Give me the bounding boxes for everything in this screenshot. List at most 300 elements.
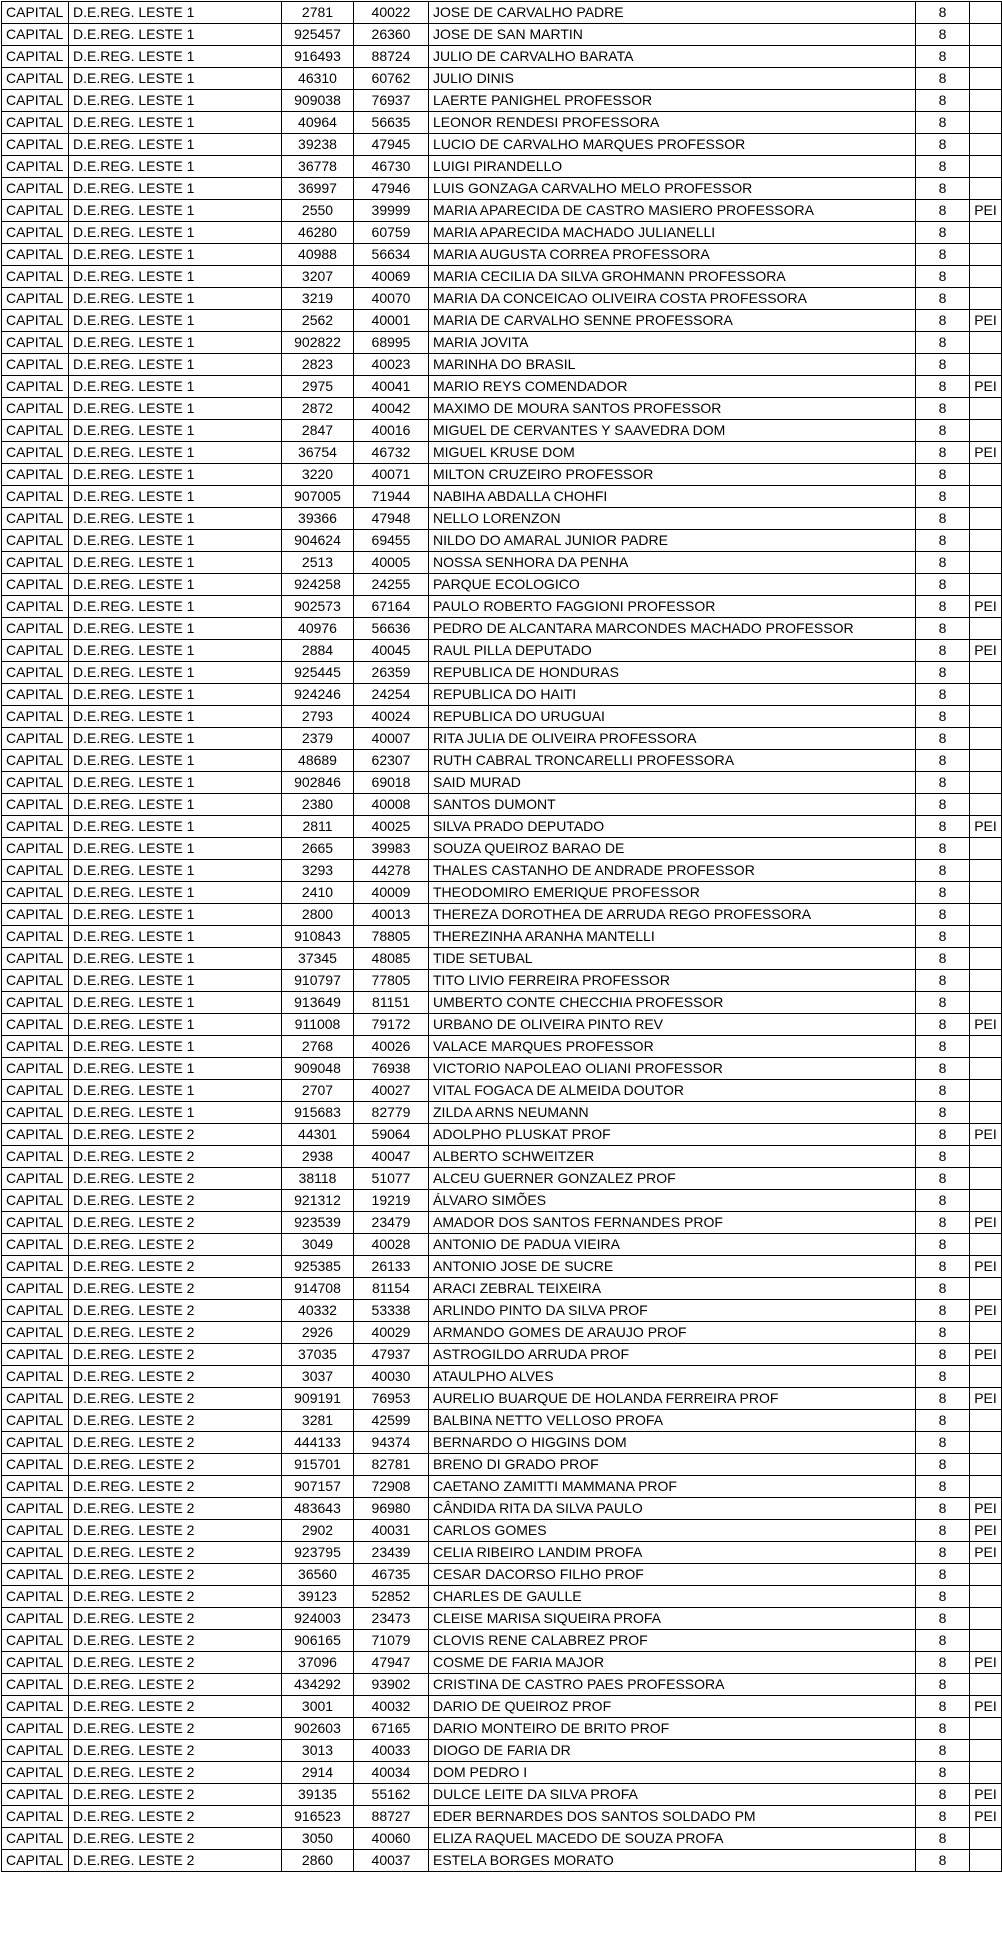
program-cell (970, 1828, 1002, 1850)
grade-cell: 8 (916, 596, 970, 618)
school-name-cell: DIOGO DE FARIA DR (429, 1740, 916, 1762)
school-name-cell: ÁLVARO SIMÕES (429, 1190, 916, 1212)
grade-cell: 8 (916, 1806, 970, 1828)
table-row (2, 1586, 1002, 1608)
grade-cell: 8 (916, 530, 970, 552)
cie-cell: 40071 (354, 464, 429, 486)
cie-cell: 40029 (354, 1322, 429, 1344)
directorate-cell: D.E.REG. LESTE 1 (69, 420, 282, 442)
code-cell: 2562 (282, 310, 354, 332)
cie-cell: 48085 (354, 948, 429, 970)
code-cell: 3013 (282, 1740, 354, 1762)
program-cell (970, 1674, 1002, 1696)
program-cell: PEI (970, 442, 1002, 464)
code-cell: 2781 (282, 2, 354, 24)
table-row (2, 332, 1002, 354)
directorate-cell: D.E.REG. LESTE 2 (69, 1212, 282, 1234)
directorate-cell: D.E.REG. LESTE 2 (69, 1674, 282, 1696)
cie-cell: 40047 (354, 1146, 429, 1168)
school-name-cell: ANTONIO DE PADUA VIEIRA (429, 1234, 916, 1256)
cie-cell: 81154 (354, 1278, 429, 1300)
table-row (2, 1564, 1002, 1586)
code-cell: 3281 (282, 1410, 354, 1432)
code-cell: 2823 (282, 354, 354, 376)
code-cell: 40976 (282, 618, 354, 640)
code-cell: 40332 (282, 1300, 354, 1322)
program-cell (970, 574, 1002, 596)
directorate-cell: D.E.REG. LESTE 1 (69, 904, 282, 926)
directorate-cell: D.E.REG. LESTE 1 (69, 398, 282, 420)
grade-cell: 8 (916, 1696, 970, 1718)
city-cell: CAPITAL (2, 838, 69, 860)
cie-cell: 40042 (354, 398, 429, 420)
directorate-cell: D.E.REG. LESTE 1 (69, 156, 282, 178)
city-cell: CAPITAL (2, 310, 69, 332)
table-row (2, 662, 1002, 684)
city-cell: CAPITAL (2, 420, 69, 442)
table-row (2, 860, 1002, 882)
table-row (2, 354, 1002, 376)
table-row (2, 156, 1002, 178)
cie-cell: 40022 (354, 2, 429, 24)
school-name-cell: MARIA JOVITA (429, 332, 916, 354)
code-cell: 2410 (282, 882, 354, 904)
school-name-cell: SOUZA QUEIROZ BARAO DE (429, 838, 916, 860)
grade-cell: 8 (916, 178, 970, 200)
cie-cell: 40024 (354, 706, 429, 728)
program-cell: PEI (970, 640, 1002, 662)
code-cell: 2847 (282, 420, 354, 442)
school-name-cell: THALES CASTANHO DE ANDRADE PROFESSOR (429, 860, 916, 882)
program-cell (970, 882, 1002, 904)
code-cell: 2860 (282, 1850, 354, 1872)
program-cell (970, 112, 1002, 134)
code-cell: 38118 (282, 1168, 354, 1190)
school-name-cell: REPUBLICA DO HAITI (429, 684, 916, 706)
table-row (2, 1498, 1002, 1520)
directorate-cell: D.E.REG. LESTE 1 (69, 1036, 282, 1058)
city-cell: CAPITAL (2, 684, 69, 706)
grade-cell: 8 (916, 1278, 970, 1300)
table-row (2, 24, 1002, 46)
school-name-cell: PAULO ROBERTO FAGGIONI PROFESSOR (429, 596, 916, 618)
directorate-cell: D.E.REG. LESTE 1 (69, 882, 282, 904)
grade-cell: 8 (916, 1542, 970, 1564)
school-name-cell: MARIA APARECIDA MACHADO JULIANELLI (429, 222, 916, 244)
grade-cell: 8 (916, 222, 970, 244)
directorate-cell: D.E.REG. LESTE 2 (69, 1366, 282, 1388)
code-cell: 444133 (282, 1432, 354, 1454)
program-cell: PEI (970, 1806, 1002, 1828)
program-cell (970, 1454, 1002, 1476)
program-cell (970, 266, 1002, 288)
school-name-cell: ARMANDO GOMES DE ARAUJO PROF (429, 1322, 916, 1344)
grade-cell: 8 (916, 772, 970, 794)
cie-cell: 56634 (354, 244, 429, 266)
directorate-cell: D.E.REG. LESTE 2 (69, 1564, 282, 1586)
code-cell: 434292 (282, 1674, 354, 1696)
school-name-cell: NOSSA SENHORA DA PENHA (429, 552, 916, 574)
grade-cell: 8 (916, 112, 970, 134)
table-row (2, 882, 1002, 904)
city-cell: CAPITAL (2, 662, 69, 684)
directorate-cell: D.E.REG. LESTE 1 (69, 24, 282, 46)
grade-cell: 8 (916, 926, 970, 948)
city-cell: CAPITAL (2, 1850, 69, 1872)
code-cell: 2800 (282, 904, 354, 926)
directorate-cell: D.E.REG. LESTE 1 (69, 948, 282, 970)
cie-cell: 40001 (354, 310, 429, 332)
table-row (2, 112, 1002, 134)
directorate-cell: D.E.REG. LESTE 2 (69, 1498, 282, 1520)
city-cell: CAPITAL (2, 574, 69, 596)
table-row (2, 816, 1002, 838)
program-cell: PEI (970, 1212, 1002, 1234)
table-row (2, 1476, 1002, 1498)
code-cell: 910797 (282, 970, 354, 992)
code-cell: 906165 (282, 1630, 354, 1652)
code-cell: 913649 (282, 992, 354, 1014)
code-cell: 44301 (282, 1124, 354, 1146)
directorate-cell: D.E.REG. LESTE 1 (69, 46, 282, 68)
school-name-cell: REPUBLICA DO URUGUAI (429, 706, 916, 728)
code-cell: 907005 (282, 486, 354, 508)
code-cell: 39135 (282, 1784, 354, 1806)
directorate-cell: D.E.REG. LESTE 2 (69, 1410, 282, 1432)
cie-cell: 40060 (354, 1828, 429, 1850)
city-cell: CAPITAL (2, 200, 69, 222)
cie-cell: 40023 (354, 354, 429, 376)
directorate-cell: D.E.REG. LESTE 1 (69, 618, 282, 640)
city-cell: CAPITAL (2, 332, 69, 354)
school-name-cell: CHARLES DE GAULLE (429, 1586, 916, 1608)
city-cell: CAPITAL (2, 1608, 69, 1630)
cie-cell: 88724 (354, 46, 429, 68)
grade-cell: 8 (916, 332, 970, 354)
school-name-cell: CARLOS GOMES (429, 1520, 916, 1542)
school-name-cell: JOSE DE SAN MARTIN (429, 24, 916, 46)
school-name-cell: COSME DE FARIA MAJOR (429, 1652, 916, 1674)
code-cell: 36997 (282, 178, 354, 200)
cie-cell: 72908 (354, 1476, 429, 1498)
program-cell: PEI (970, 1300, 1002, 1322)
table-row (2, 574, 1002, 596)
grade-cell: 8 (916, 1454, 970, 1476)
directorate-cell: D.E.REG. LESTE 2 (69, 1476, 282, 1498)
table-row (2, 398, 1002, 420)
directorate-cell: D.E.REG. LESTE 2 (69, 1388, 282, 1410)
grade-cell: 8 (916, 1718, 970, 1740)
directorate-cell: D.E.REG. LESTE 1 (69, 838, 282, 860)
table-row (2, 1278, 1002, 1300)
city-cell: CAPITAL (2, 1630, 69, 1652)
cie-cell: 40028 (354, 1234, 429, 1256)
grade-cell: 8 (916, 1652, 970, 1674)
school-name-cell: LAERTE PANIGHEL PROFESSOR (429, 90, 916, 112)
code-cell: 2768 (282, 1036, 354, 1058)
grade-cell: 8 (916, 1300, 970, 1322)
code-cell: 916523 (282, 1806, 354, 1828)
cie-cell: 44278 (354, 860, 429, 882)
directorate-cell: D.E.REG. LESTE 1 (69, 200, 282, 222)
directorate-cell: D.E.REG. LESTE 1 (69, 574, 282, 596)
school-name-cell: THEODOMIRO EMERIQUE PROFESSOR (429, 882, 916, 904)
grade-cell: 8 (916, 640, 970, 662)
directorate-cell: D.E.REG. LESTE 1 (69, 310, 282, 332)
code-cell: 37035 (282, 1344, 354, 1366)
grade-cell: 8 (916, 354, 970, 376)
program-cell: PEI (970, 310, 1002, 332)
table-row (2, 90, 1002, 112)
cie-cell: 40026 (354, 1036, 429, 1058)
table-row (2, 1124, 1002, 1146)
city-cell: CAPITAL (2, 1146, 69, 1168)
school-name-cell: ZILDA ARNS NEUMANN (429, 1102, 916, 1124)
grade-cell: 8 (916, 134, 970, 156)
directorate-cell: D.E.REG. LESTE 1 (69, 772, 282, 794)
code-cell: 2872 (282, 398, 354, 420)
cie-cell: 24254 (354, 684, 429, 706)
program-cell (970, 1608, 1002, 1630)
school-name-cell: THEREZA DOROTHEA DE ARRUDA REGO PROFESSORA (429, 904, 916, 926)
school-name-cell: MARIA APARECIDA DE CASTRO MASIERO PROFESSORA (429, 200, 916, 222)
code-cell: 924246 (282, 684, 354, 706)
grade-cell: 8 (916, 1146, 970, 1168)
school-name-cell: NELLO LORENZON (429, 508, 916, 530)
cie-cell: 39999 (354, 200, 429, 222)
code-cell: 2513 (282, 552, 354, 574)
code-cell: 925457 (282, 24, 354, 46)
code-cell: 40964 (282, 112, 354, 134)
table-row (2, 926, 1002, 948)
grade-cell: 8 (916, 860, 970, 882)
school-name-cell: MARINHA DO BRASIL (429, 354, 916, 376)
directorate-cell: D.E.REG. LESTE 1 (69, 860, 282, 882)
school-name-cell: EDER BERNARDES DOS SANTOS SOLDADO PM (429, 1806, 916, 1828)
directorate-cell: D.E.REG. LESTE 2 (69, 1124, 282, 1146)
cie-cell: 46735 (354, 1564, 429, 1586)
cie-cell: 40013 (354, 904, 429, 926)
code-cell: 902573 (282, 596, 354, 618)
table-row (2, 640, 1002, 662)
directorate-cell: D.E.REG. LESTE 1 (69, 530, 282, 552)
table-row (2, 948, 1002, 970)
cie-cell: 26360 (354, 24, 429, 46)
school-name-cell: RUTH CABRAL TRONCARELLI PROFESSORA (429, 750, 916, 772)
code-cell: 907157 (282, 1476, 354, 1498)
school-name-cell: VICTORIO NAPOLEAO OLIANI PROFESSOR (429, 1058, 916, 1080)
grade-cell: 8 (916, 1674, 970, 1696)
program-cell (970, 244, 1002, 266)
directorate-cell: D.E.REG. LESTE 2 (69, 1542, 282, 1564)
cie-cell: 81151 (354, 992, 429, 1014)
school-name-cell: ANTONIO JOSE DE SUCRE (429, 1256, 916, 1278)
table-row (2, 486, 1002, 508)
cie-cell: 68995 (354, 332, 429, 354)
program-cell (970, 552, 1002, 574)
code-cell: 914708 (282, 1278, 354, 1300)
table-row (2, 794, 1002, 816)
program-cell: PEI (970, 1124, 1002, 1146)
table-row (2, 1168, 1002, 1190)
directorate-cell: D.E.REG. LESTE 2 (69, 1234, 282, 1256)
directorate-cell: D.E.REG. LESTE 2 (69, 1630, 282, 1652)
program-cell (970, 486, 1002, 508)
table-row (2, 442, 1002, 464)
grade-cell: 8 (916, 618, 970, 640)
school-name-cell: SAID MURAD (429, 772, 916, 794)
program-cell (970, 134, 1002, 156)
cie-cell: 40033 (354, 1740, 429, 1762)
table-row (2, 1102, 1002, 1124)
grade-cell: 8 (916, 1740, 970, 1762)
cie-cell: 53338 (354, 1300, 429, 1322)
directorate-cell: D.E.REG. LESTE 1 (69, 178, 282, 200)
school-name-cell: PARQUE ECOLOGICO (429, 574, 916, 596)
grade-cell: 8 (916, 882, 970, 904)
directorate-cell: D.E.REG. LESTE 2 (69, 1146, 282, 1168)
city-cell: CAPITAL (2, 1542, 69, 1564)
city-cell: CAPITAL (2, 772, 69, 794)
school-name-cell: CELIA RIBEIRO LANDIM PROFA (429, 1542, 916, 1564)
program-cell (970, 2, 1002, 24)
grade-cell: 8 (916, 1366, 970, 1388)
table-row (2, 596, 1002, 618)
program-cell (970, 46, 1002, 68)
directorate-cell: D.E.REG. LESTE 1 (69, 112, 282, 134)
cie-cell: 76938 (354, 1058, 429, 1080)
directorate-cell: D.E.REG. LESTE 1 (69, 288, 282, 310)
directorate-cell: D.E.REG. LESTE 2 (69, 1190, 282, 1212)
grade-cell: 8 (916, 1520, 970, 1542)
directorate-cell: D.E.REG. LESTE 2 (69, 1696, 282, 1718)
directorate-cell: D.E.REG. LESTE 1 (69, 442, 282, 464)
code-cell: 2550 (282, 200, 354, 222)
cie-cell: 67165 (354, 1718, 429, 1740)
city-cell: CAPITAL (2, 926, 69, 948)
school-name-cell: CLOVIS RENE CALABREZ PROF (429, 1630, 916, 1652)
school-name-cell: JOSE DE CARVALHO PADRE (429, 2, 916, 24)
program-cell (970, 1080, 1002, 1102)
table-row (2, 1256, 1002, 1278)
grade-cell: 8 (916, 1234, 970, 1256)
program-cell (970, 706, 1002, 728)
table-row (2, 728, 1002, 750)
code-cell: 921312 (282, 1190, 354, 1212)
city-cell: CAPITAL (2, 266, 69, 288)
program-cell: PEI (970, 1696, 1002, 1718)
grade-cell: 8 (916, 68, 970, 90)
cie-cell: 40031 (354, 1520, 429, 1542)
table-row (2, 1630, 1002, 1652)
table-row (2, 618, 1002, 640)
city-cell: CAPITAL (2, 1740, 69, 1762)
table-body (2, 2, 1002, 1872)
city-cell: CAPITAL (2, 1058, 69, 1080)
cie-cell: 40069 (354, 266, 429, 288)
city-cell: CAPITAL (2, 156, 69, 178)
school-name-cell: CLEISE MARISA SIQUEIRA PROFA (429, 1608, 916, 1630)
program-cell (970, 90, 1002, 112)
cie-cell: 67164 (354, 596, 429, 618)
city-cell: CAPITAL (2, 1278, 69, 1300)
cie-cell: 47937 (354, 1344, 429, 1366)
code-cell: 3220 (282, 464, 354, 486)
school-name-cell: LUCIO DE CARVALHO MARQUES PROFESSOR (429, 134, 916, 156)
cie-cell: 40008 (354, 794, 429, 816)
table-row (2, 772, 1002, 794)
grade-cell: 8 (916, 442, 970, 464)
grade-cell: 8 (916, 1388, 970, 1410)
cie-cell: 82781 (354, 1454, 429, 1476)
school-name-cell: UMBERTO CONTE CHECCHIA PROFESSOR (429, 992, 916, 1014)
city-cell: CAPITAL (2, 244, 69, 266)
city-cell: CAPITAL (2, 552, 69, 574)
cie-cell: 56635 (354, 112, 429, 134)
city-cell: CAPITAL (2, 1520, 69, 1542)
cie-cell: 59064 (354, 1124, 429, 1146)
city-cell: CAPITAL (2, 1256, 69, 1278)
cie-cell: 71079 (354, 1630, 429, 1652)
code-cell: 924258 (282, 574, 354, 596)
program-cell (970, 1278, 1002, 1300)
school-name-cell: PEDRO DE ALCANTARA MARCONDES MACHADO PROFESSOR (429, 618, 916, 640)
program-cell (970, 398, 1002, 420)
program-cell (970, 508, 1002, 530)
directorate-cell: D.E.REG. LESTE 2 (69, 1828, 282, 1850)
city-cell: CAPITAL (2, 1498, 69, 1520)
program-cell (970, 662, 1002, 684)
city-cell: CAPITAL (2, 1102, 69, 1124)
table-row (2, 288, 1002, 310)
school-name-cell: JULIO DE CARVALHO BARATA (429, 46, 916, 68)
cie-cell: 69018 (354, 772, 429, 794)
school-name-cell: TITO LIVIO FERREIRA PROFESSOR (429, 970, 916, 992)
directorate-cell: D.E.REG. LESTE 1 (69, 332, 282, 354)
table-row (2, 1388, 1002, 1410)
cie-cell: 40041 (354, 376, 429, 398)
city-cell: CAPITAL (2, 486, 69, 508)
directorate-cell: D.E.REG. LESTE 2 (69, 1718, 282, 1740)
cie-cell: 76953 (354, 1388, 429, 1410)
grade-cell: 8 (916, 1762, 970, 1784)
directorate-cell: D.E.REG. LESTE 2 (69, 1168, 282, 1190)
table-row (2, 1740, 1002, 1762)
grade-cell: 8 (916, 1586, 970, 1608)
cie-cell: 60762 (354, 68, 429, 90)
city-cell: CAPITAL (2, 596, 69, 618)
cie-cell: 42599 (354, 1410, 429, 1432)
program-cell (970, 860, 1002, 882)
code-cell: 3219 (282, 288, 354, 310)
school-name-cell: MAXIMO DE MOURA SANTOS PROFESSOR (429, 398, 916, 420)
table-row (2, 1366, 1002, 1388)
code-cell: 915683 (282, 1102, 354, 1124)
table-row (2, 1410, 1002, 1432)
code-cell: 39123 (282, 1586, 354, 1608)
code-cell: 904624 (282, 530, 354, 552)
city-cell: CAPITAL (2, 1674, 69, 1696)
directorate-cell: D.E.REG. LESTE 2 (69, 1806, 282, 1828)
city-cell: CAPITAL (2, 1234, 69, 1256)
city-cell: CAPITAL (2, 1036, 69, 1058)
directorate-cell: D.E.REG. LESTE 1 (69, 464, 282, 486)
cie-cell: 40045 (354, 640, 429, 662)
program-cell: PEI (970, 1652, 1002, 1674)
directorate-cell: D.E.REG. LESTE 1 (69, 640, 282, 662)
table-row (2, 1520, 1002, 1542)
cie-cell: 60759 (354, 222, 429, 244)
